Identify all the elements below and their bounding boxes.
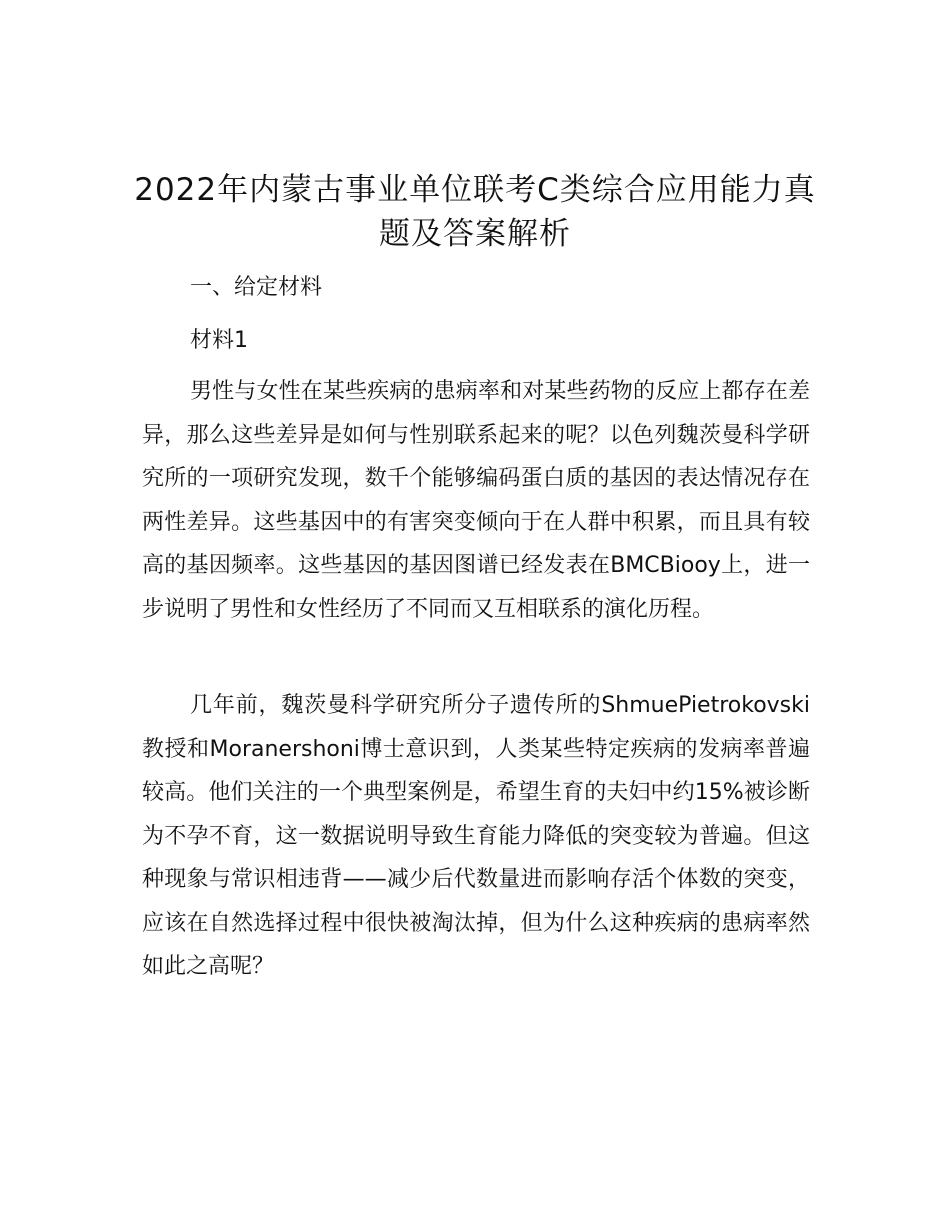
material-label: 材料1: [190, 328, 248, 353]
document-title: 2022年内蒙古事业单位联考C类综合应用能力真题及答案解析: [134, 172, 816, 252]
paragraph-2: 几年前，魏茨曼科学研究所分子遗传所的ShmuePietrokovski教授和Moranershoni博士意识到，人类某些特定疾病的发病率普遍较高。他们关注的一个典型案例是，希望生育的夫妇中约15%被诊断为不孕不育，这一数据说明导致生育能力降低的突变较为普遍。但这种现象与常识相违背——减少后代数量进而影响存活个体数的突变，应该在自然选择过程中很快被淘汰掉，但为什么这种疾病的患病率然如此之高呢？: [142, 693, 810, 979]
paragraph-1: 男性与女性在某些疾病的患病率和对某些药物的反应上都存在差异，那么这些差异是如何与性别联系起来的呢？以色列魏茨曼科学研究所的一项研究发现，数千个能够编码蛋白质的基因的表达情况存在两性差异。这些基因中的有害突变倾向于在人群中积累，而且具有较高的基因频率。这些基因的基因图谱已经发表在BMCBiooy上，进一步说明了男性和女性经历了不同而又互相联系的演化历程。: [142, 379, 810, 622]
section-heading: 一、给定材料: [190, 275, 323, 300]
